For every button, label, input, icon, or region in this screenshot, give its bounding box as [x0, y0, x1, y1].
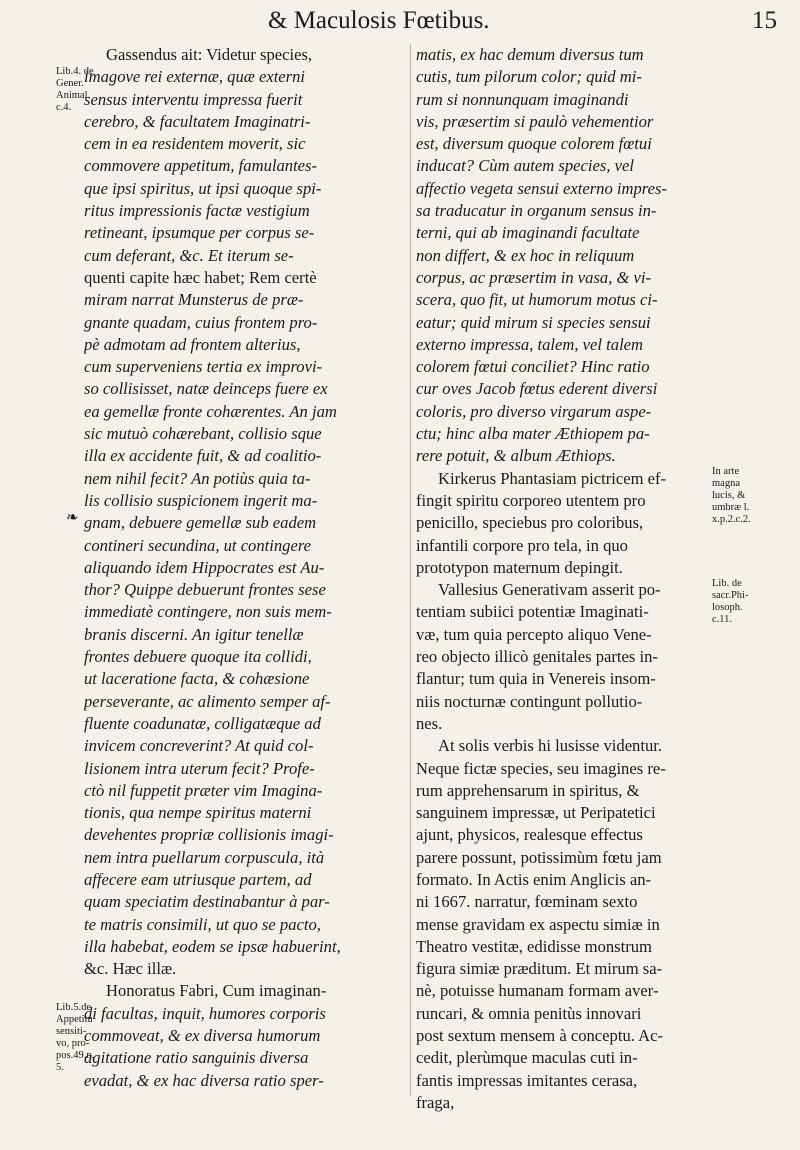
margin-note-line: losoph. — [712, 602, 743, 613]
text-line: penicillo, speciebus pro coloribus, — [416, 513, 644, 533]
column-divider — [410, 44, 411, 1096]
margin-note-line: magna — [712, 478, 740, 489]
text-line: cutis, tum pilorum color; quid mi- — [416, 67, 642, 87]
text-line: affecere eam utriusque partem, ad — [84, 869, 312, 889]
text-line: invicem concreverint? At quid col- — [84, 736, 314, 756]
text-line: perseverante, ac alimento semper af- — [84, 691, 331, 711]
text-line: agitatione ratio sanguinis diversa — [84, 1048, 309, 1068]
text-line: quenti capite hæc habet; Rem certè — [84, 267, 317, 287]
text-line: coloris, pro diverso virgarum aspe- — [416, 401, 652, 421]
text-line: sanguinem impressæ, ut Peripatetici — [416, 803, 656, 823]
text-line: immediatè contingere, non suis mem- — [84, 602, 332, 622]
text-line: Kirkerus Phantasiam pictricem ef- — [438, 468, 667, 488]
text-line: commoveat, & ex diversa humorum — [84, 1026, 321, 1046]
text-line: non differt, & ex hoc in reliquum — [416, 245, 635, 265]
hand-mark-icon: ❧ — [66, 510, 79, 526]
text-line: que ipsi spiritus, ut ipsi quoque spi- — [84, 178, 322, 198]
text-line: fingit spiritu corporeo utentem pro — [416, 490, 646, 510]
text-line: commovere appetitum, famulantes- — [84, 156, 318, 176]
page-number: 15 — [752, 7, 777, 34]
text-line: At solis verbis hi lusisse videntur. — [438, 736, 663, 756]
text-line: tionis, qua nempe spiritus materni — [84, 803, 312, 823]
margin-note-line: pos.49.n. — [56, 1050, 95, 1061]
text-line: branis discerni. An igitur tenellæ — [84, 624, 304, 644]
text-line: post sextum mensem à conceptu. Ac- — [416, 1026, 664, 1046]
text-line: Honoratus Fabri, Cum imaginan- — [106, 981, 327, 1001]
text-line: ni 1667. narratur, fœminam sexto — [416, 892, 638, 912]
text-line: fraga, — [416, 1092, 455, 1112]
text-line: cem in ea residentem moverit, sic — [84, 134, 306, 154]
text-line: aliquando idem Hippocrates est Au- — [84, 557, 325, 577]
text-line: gnam, debuere gemellæ sub eadem — [84, 513, 317, 533]
text-line: sa traducatur in organum sensus in- — [416, 201, 657, 221]
text-line: Vallesius Generativam asserit po- — [438, 580, 661, 600]
text-line: ut laceratione facta, & cohæsione — [84, 669, 310, 689]
text-line: matis, ex hac demum diversus tum — [416, 45, 644, 64]
text-line: di facultas, inquit, humores corporis — [84, 1003, 326, 1023]
text-line: rum si nonnunquam imaginandi — [416, 89, 629, 109]
text-line: figura simiæ præditum. Et mirum sa- — [416, 959, 663, 979]
margin-note-left — [56, 1002, 95, 1074]
text-line: te matris consimili, ut quo se pacto, — [84, 914, 321, 934]
margin-note-right — [712, 466, 766, 526]
text-line: thor? Quippe debuerunt frontes sese — [84, 580, 326, 600]
margin-note-line: sacr.Phi- — [712, 590, 749, 601]
text-line: Gassendus ait: Videtur species, — [106, 45, 313, 64]
text-line: ctu; hinc alba mater Æthiopem pa- — [416, 424, 650, 444]
text-line: frontes debuere quoque ita collidi, — [84, 647, 312, 667]
margin-note-line: Animal. — [56, 90, 91, 101]
text-line: Theatro vestitæ, edidisse monstrum — [416, 936, 652, 956]
text-line: contineri secundina, ut contingere — [84, 535, 312, 555]
text-line: ritus impressionis factæ vestigium — [84, 201, 310, 221]
text-line: evadat, & ex hac diversa ratio sper- — [84, 1070, 324, 1090]
margin-note-right — [712, 578, 766, 626]
text-line: affectio vegeta sensui externo impres- — [416, 178, 667, 198]
text-line: inducat? Cùm autem species, vel — [416, 156, 634, 176]
text-line: illa ex accidente fuit, & ad coalitio- — [84, 446, 322, 466]
text-line: miram narrat Munsterus de præ- — [84, 290, 304, 310]
margin-note-line: x.p.2.c.2. — [712, 514, 751, 525]
text-line: fantis impressas imitantes cerasa, — [416, 1070, 638, 1090]
text-line: cum deferant, &c. Et iterum se- — [84, 245, 294, 265]
margin-note-left — [56, 66, 94, 114]
text-line: scera, quo fit, ut humorum motus ci- — [416, 290, 658, 310]
text-line: quam speciatim destinabantur à par- — [84, 892, 330, 912]
text-line: væ, tum quia percepto aliquo Vene- — [416, 624, 652, 644]
text-line: formato. In Actis enim Anglicis an- — [416, 869, 652, 889]
text-line: ctò nil fuppetit præter vim Imagina- — [84, 780, 323, 800]
text-line: rere potuit, & album Æthiops. — [416, 446, 616, 466]
text-line: lisionem intra uterum fecit? Profe- — [84, 758, 315, 778]
running-title: & Maculosis Fœtibus. — [268, 7, 490, 34]
text-line: terni, qui ab imaginandi facultate — [416, 223, 640, 243]
margin-note-line: c.4. — [56, 102, 72, 113]
text-line: cur oves Jacob fœtus ederent diversi — [416, 379, 658, 399]
margin-note-line: Lib.5.de — [56, 1002, 91, 1013]
text-line: illa habebat, eodem se ipsæ habuerint, — [84, 936, 341, 956]
margin-note-line: sensiti- — [56, 1026, 87, 1037]
margin-note-line: c.11. — [712, 614, 733, 625]
text-line: est, diversum quoque colorem fœtui — [416, 134, 652, 154]
text-line: mense gravidam ex aspectu simiæ in — [416, 914, 660, 934]
text-line: retineant, ipsumque per corpus se- — [84, 223, 315, 243]
text-line: nem intra puellarum corpuscula, ità — [84, 847, 325, 867]
text-line: niis nocturnæ contingunt pollutio- — [416, 691, 643, 711]
text-line: vis, præsertim si paulò vehementior — [416, 111, 654, 131]
margin-note-line: Lib. de — [712, 578, 742, 589]
text-line: runcari, & omnia penitùs innovari — [416, 1003, 642, 1023]
margin-note-line: 5. — [56, 1062, 64, 1073]
text-line: &c. Hæc illæ. — [84, 959, 177, 979]
text-line: eatur; quid mirum si species sensui — [416, 312, 651, 332]
text-line: cum superveniens tertia ex improvi- — [84, 357, 323, 377]
running-header — [0, 4, 800, 40]
text-line: tentiam subiici potentiæ Imaginati- — [416, 602, 649, 622]
text-line: imagove rei externæ, quæ externi — [84, 67, 306, 87]
text-line: parere possunt, potissimùm fœtu jam — [416, 847, 662, 867]
text-line: colorem fœtui conciliet? Hinc ratio — [416, 357, 650, 377]
text-line: pè admotam ad frontem alterius, — [84, 334, 301, 354]
text-line: prototypon maternum depingit. — [416, 557, 623, 577]
text-line: externo impressa, talem, vel talem — [416, 334, 644, 354]
margin-note-line: Lib.4. de — [56, 66, 94, 77]
text-line: flantur; tum quia in Venereis insom- — [416, 669, 656, 689]
margin-note-line: In arte — [712, 466, 740, 477]
text-line: sic mutuò cohærebant, collisio sque — [84, 424, 322, 444]
text-line: reo objecto illicò genitales partes in- — [416, 647, 658, 667]
right-text-column — [416, 44, 706, 1114]
text-line: nes. — [416, 713, 443, 733]
margin-note-line: lucis, & — [712, 490, 746, 501]
text-line: Neque fictæ species, seu imagines re- — [416, 758, 666, 778]
text-line: sensus interventu impressa fuerit — [84, 89, 303, 109]
text-line: cerebro, & facultatem Imaginatri- — [84, 111, 311, 131]
text-line: infantili corpore pro tela, in quo — [416, 535, 628, 555]
text-line: rum apprehensarum in spiritus, & — [416, 780, 640, 800]
text-line: gnante quadam, cuius frontem pro- — [84, 312, 318, 332]
text-line: nem nihil fecit? An potiùs quia ta- — [84, 468, 311, 488]
left-text-column — [84, 44, 408, 1092]
text-line: cedit, plerùmque maculas cuti in- — [416, 1048, 638, 1068]
margin-note-line: Gener. — [56, 78, 84, 89]
text-line: ea gemellæ fronte cohærentes. An jam — [84, 401, 337, 421]
margin-note-line: umbræ l. — [712, 502, 750, 513]
margin-note-line: Appetitu — [56, 1014, 93, 1025]
text-line: devehentes propriæ collisionis imagi- — [84, 825, 334, 845]
text-line: ajunt, physicos, realesque effectus — [416, 825, 643, 845]
margin-note-line: vo, pro- — [56, 1038, 90, 1049]
text-line: corpus, ac præsertim in vasa, & vi- — [416, 267, 652, 287]
text-line: fluente coadunatæ, colligatæque ad — [84, 713, 321, 733]
text-line: so collisisset, natæ deinceps fuere ex — [84, 379, 328, 399]
text-line: lis collisio suspicionem ingerit ma- — [84, 490, 318, 510]
text-line: nè, potuisse humanam formam aver- — [416, 981, 659, 1001]
